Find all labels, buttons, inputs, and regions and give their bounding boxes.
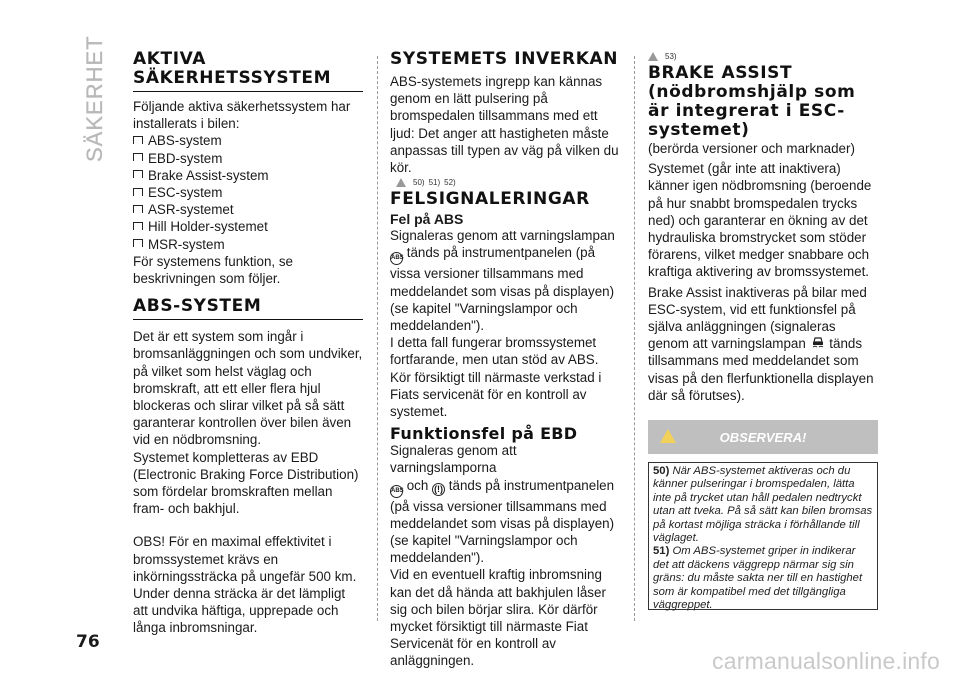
- heading-line: FELSIGNALERINGAR: [390, 189, 590, 210]
- bullet-icon: [133, 136, 143, 144]
- systems-list-item: [133, 218, 363, 235]
- warning-triangle-icon: [660, 429, 676, 443]
- abs-warning-lamp-icon: ABS: [390, 485, 403, 498]
- section-heading-fel: [390, 190, 620, 209]
- system-name: MSR-system: [148, 236, 225, 252]
- systems-list: [133, 132, 363, 252]
- heading-line: SÄKERHETSSYSTEM: [133, 68, 332, 88]
- bullet-icon: [133, 153, 143, 161]
- watermark: carmanualsonline.info: [712, 648, 940, 674]
- ref-number: 50): [413, 178, 425, 188]
- system-name: Brake Assist-system: [148, 167, 269, 183]
- system-name: ABS-system: [148, 133, 222, 149]
- inverkan-paragraph: ABS-systemets ingrepp kan kännas genom en lätt pulsering på bromspedalen tillsammans med ett ljud: Det anger att hastigheten måste anpassas till typen av väg på vilken du kör.: [390, 74, 619, 176]
- fault-paragraph: Kör försiktigt till närmaste verkstad i Fiats servicenät för en kontroll av systemet.: [390, 369, 602, 420]
- observera-title: OBSERVERA!: [719, 429, 807, 445]
- fault-paragraph: [390, 227, 620, 334]
- system-name: EBD-system: [148, 150, 223, 166]
- systems-list-item: [133, 167, 363, 184]
- ref-number: 52): [444, 178, 456, 188]
- abs-paragraph: OBS! För en maximal effektivitet i bromssystemet krävs en inkörningssträcka på ungefär 500 km. Under denna sträcka är det lämpligt att undvika häftiga, upprepade och långa inbromsningar.: [133, 534, 357, 636]
- column-divider: [377, 56, 378, 621]
- section-heading-brake-assist: BRAKE ASSIST (nödbromshjälp som är integrerat i ESC-systemet): [648, 63, 856, 140]
- column-1: [133, 50, 363, 637]
- side-section-tab: SÄKERHET: [82, 35, 107, 162]
- warning-triangle-icon: [648, 52, 658, 61]
- esc-warning-lamp-icon: [810, 335, 826, 351]
- system-name: ESC-system: [148, 185, 223, 201]
- after-list-text: För systemens funktion, se beskrivningen som följer.: [133, 253, 294, 287]
- systems-list-item: [133, 150, 363, 167]
- fault-paragraph: I detta fall fungerar bromssystemet fortfarande, men utan stöd av ABS.: [390, 335, 599, 368]
- text-fragment: Brake Assist inaktiveras på bilar med ESC-system, vid ett funktionsfel på själva anläggningen (signaleras genom att varningslampan: [648, 284, 867, 352]
- abs-warning-lamp-icon: ABS: [390, 252, 403, 265]
- section-heading-abs: [133, 297, 363, 320]
- intro-text: Följande aktiva säkerhetssystem har installerats i bilen:: [133, 99, 351, 132]
- observera-notes: [648, 462, 878, 610]
- text-fragment: tänds på instrumentpanelen (på vissa versioner tillsammans med meddelandet som visas på displayen) (se kapitel "Varningslampor och meddelanden").: [390, 245, 615, 334]
- heading-line: SYSTEMETS INVERKAN: [390, 49, 619, 69]
- subheading-fel-abs: Fel på ABS: [390, 211, 464, 228]
- ref-number: 53): [665, 52, 677, 61]
- bullet-icon: [133, 188, 143, 196]
- text-fragment: Signaleras genom att varningslamporna: [390, 443, 517, 476]
- note-text: Om ABS-systemet griper in indikerar det att däckens väggrepp närmar sig sin gräns: du måste sakta ner till en hastighet som är kompatibel med det tillgängliga väggreppet.: [653, 545, 863, 612]
- column-divider: [634, 56, 635, 621]
- heading-line: ABS-SYSTEM: [133, 296, 262, 317]
- system-name: Hill Holder-systemet: [148, 219, 268, 235]
- bullet-icon: [133, 239, 143, 247]
- warning-refs: [648, 52, 878, 61]
- systems-list-item: [133, 236, 363, 253]
- brake-assist-paragraph: [648, 284, 878, 404]
- ebd-paragraph: [390, 442, 620, 566]
- bullet-icon: [133, 170, 143, 178]
- warning-triangle-icon: [396, 178, 406, 187]
- abs-paragraph: Det är ett system som ingår i bromsanläggningen och som undviker, på vilket som helst väglag och bromskraft, att ett eller flera hjul blockeras och slirar vilket på så sätt garanterar kontrollen över bilen även vid en nödbromsning.: [133, 329, 363, 448]
- systems-list-item: [133, 132, 363, 149]
- column-3: [648, 50, 878, 404]
- heading-line: AKTIVA: [133, 49, 207, 69]
- brake-warning-lamp-icon: (!): [434, 483, 444, 494]
- warning-refs: [396, 178, 620, 187]
- brake-assist-paragraph: Systemet (går inte att inaktivera) känner igen nödbromsning (beroende på hur snabbt bromspedalen trycks ned) och garanterar en ökning av det hydrauliska bromstrycket som stöder förarens, vilket medger snabbare och kraftiga aktivering av bromssystemet.: [648, 161, 872, 280]
- note-text: När ABS-systemet aktiveras och du känner pulseringar i bromspedalen, lätta inte på trycket utan håll pedalen nedtryckt utan att tveka. På så sätt kan bilen bromsas på kortast möjliga sträcka i förhållande till väglaget.: [653, 465, 873, 545]
- bullet-icon: [133, 205, 143, 213]
- text-fragment: och: [406, 477, 429, 493]
- brake-assist-note: (berörda versioner och marknader): [648, 141, 855, 156]
- abs-paragraph: Systemet kompletteras av EBD (Electronic Braking Force Distribution) som fördelar bromskraften mellan fram- och bakhjul.: [133, 449, 359, 517]
- note-number: 50): [653, 465, 670, 477]
- page-number: 76: [76, 632, 100, 652]
- ref-number: 51): [428, 178, 441, 188]
- system-name: ASR-systemet: [148, 202, 234, 218]
- subheading-ebd: Funktionsfel på EBD: [390, 424, 578, 444]
- observera-banner: [648, 420, 878, 454]
- note-51: [653, 545, 873, 612]
- text-fragment: Signaleras genom att varningslampan: [390, 228, 615, 244]
- bullet-icon: [133, 222, 143, 230]
- ebd-paragraph: Vid en eventuell kraftig inbromsning kan det då hända att bakhjulen låser sig och bilen börjar slira. Kör därför mycket försiktigt till närmaste Fiat Servicenät för en kontroll av anläggningen.: [390, 567, 606, 669]
- column-2: [390, 50, 620, 670]
- section-heading-inverkan: [390, 50, 620, 69]
- section-heading-aktiva: [133, 50, 363, 92]
- systems-list-item: [133, 201, 363, 218]
- note-50: [653, 465, 873, 545]
- text-fragment: tänds på instrumentpanelen (på vissa versioner tillsammans med meddelandet som visas på displayen) (se kapitel "Varningslampor och meddelanden").: [390, 477, 615, 566]
- systems-list-item: [133, 184, 363, 201]
- note-number: 51): [653, 545, 670, 558]
- text-fragment: tänds tillsammans med meddelandet som visas på den flerfunktionella displayen där så förutses).: [648, 336, 874, 403]
